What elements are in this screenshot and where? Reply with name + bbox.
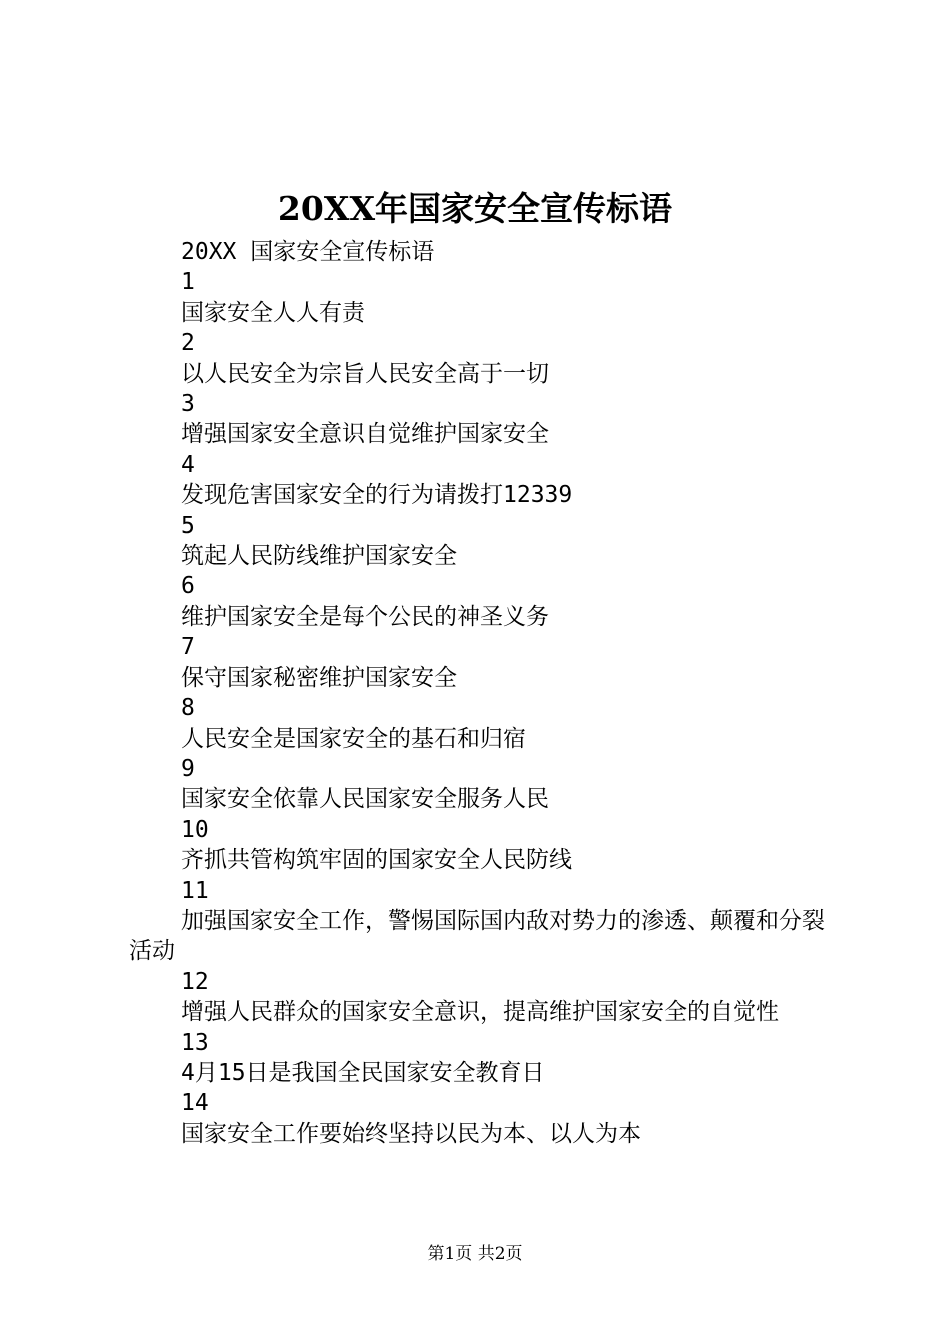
item-number: 14: [181, 1090, 209, 1117]
item-text: 保守国家秘密维护国家安全: [181, 664, 457, 691]
document-title: 20XX年国家安全宣传标语: [277, 189, 673, 228]
item-number: 4: [181, 451, 195, 478]
item-number: 9: [181, 755, 195, 782]
item-text: 国家安全人人有责: [181, 299, 365, 326]
item-number: 7: [181, 634, 195, 661]
item-text: 增强国家安全意识自觉维护国家安全: [181, 421, 549, 448]
item-text: 国家安全依靠人民国家安全服务人民: [181, 786, 549, 813]
item-number: 3: [181, 391, 195, 418]
item-text: 发现危害国家安全的行为请拨打12339: [181, 482, 573, 509]
item-number: 6: [181, 573, 195, 600]
item-text: 维护国家安全是每个公民的神圣义务: [181, 603, 549, 630]
item-number: 12: [181, 968, 209, 995]
item-number: 1: [181, 269, 195, 296]
item-text: 增强人民群众的国家安全意识，提高维护国家安全的自觉性: [181, 999, 779, 1026]
item-number: 11: [181, 877, 209, 904]
item-text: 加强国家安全工作，警惕国际国内敌对势力的渗透、颠覆和分裂活动: [129, 907, 825, 965]
item-number: 8: [181, 695, 195, 722]
document-subtitle: 20XX 国家安全宣传标语: [181, 239, 435, 265]
document-body: [129, 237, 834, 1149]
item-text: 人民安全是国家安全的基石和归宿: [181, 725, 526, 752]
item-text: 4月15日是我国全民国家安全教育日: [181, 1059, 545, 1086]
item-text: 筑起人民防线维护国家安全: [181, 543, 457, 570]
item-text: 以人民安全为宗旨人民安全高于一切: [181, 360, 549, 387]
item-text: 国家安全工作要始终坚持以民为本、以人为本: [181, 1120, 641, 1147]
item-number: 5: [181, 512, 195, 539]
item-number: 2: [181, 330, 195, 357]
item-number: 13: [181, 1029, 209, 1056]
item-number: 10: [181, 816, 209, 843]
page-footer: 第1页 共2页: [427, 1244, 523, 1264]
item-text: 齐抓共管构筑牢固的国家安全人民防线: [181, 847, 572, 874]
